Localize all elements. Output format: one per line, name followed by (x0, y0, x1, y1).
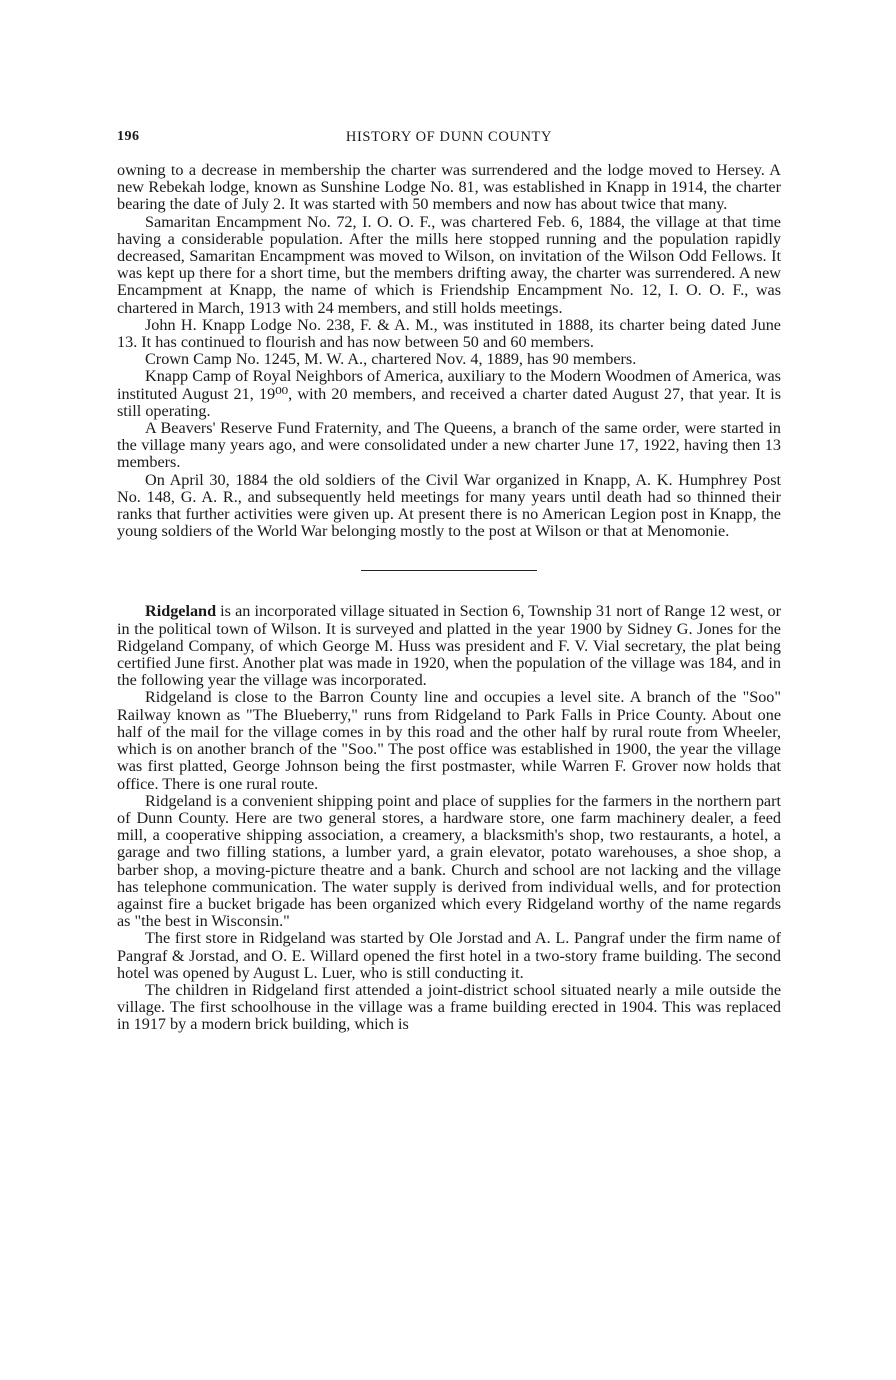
paragraph: A Beavers' Reserve Fund Fraternity, and The Queens, a branch of the same order, were started in the village many years ago, and were consolidated under a new charter June 17, 1922, having then 13 members. (117, 419, 781, 472)
running-head (117, 126, 781, 150)
paragraph: Samaritan Encampment No. 72, I. O. O. F., was chartered Feb. 6, 1884, the village at that time having a considerable population. After the mills here stopped running and the population rapidly decreased, Samaritan Encampment was moved to Wilson, on invitation of the Wilson Odd Fellows. It was kept up there for a short time, but the members drifting away, the charter was surrendered. A new Encampment at Knapp, the name of which is Friendship Encampment No. 12, I. O. O. F., was chartered in March, 1913 with 24 members, and still holds meetings. (117, 212, 781, 317)
paragraph: John H. Knapp Lodge No. 238, F. & A. M., was instituted in 1888, its charter being dated June 13. It has continued to flourish and has now between 50 and 60 members. (117, 315, 781, 352)
page-title: HISTORY OF DUNN COUNTY (345, 129, 553, 145)
paragraph: Ridgeland is close to the Barron County line and occupies a level site. A branch of the "Soo" Railway known as "The Blueberry," runs from Ridgeland to Park Falls in Price County. About one half of the mail for the village comes in by this road and the other half by rural route from Wheeler, which is on another branch of the "Soo." The post office was established in 1900, the year the village was first platted, George Johnson being the first postmaster, while Warren F. Grover now holds that office. There is one rural route. (117, 688, 781, 793)
paragraph-text: is an incorporated village situated in Section 6, Township 31 nort of Range 12 west, or in the political town of Wilson. It is surveyed and platted in the year 1900 by Sidney G. Jones for the Ridgeland Company, of which George M. Huss was president and F. V. Vial secretary, the plat being certified June first. Another plat was made in 1920, when the population of the village was 184, and in the following year the village was incorporated. (117, 602, 781, 690)
paragraph: On April 30, 1884 the old soldiers of the Civil War organized in Knapp, A. K. Humphrey Post No. 148, G. A. R., and subsequently held meetings for many years until death had so thinned their ranks that further activities were given up. At present there is no American Legion post in Knapp, the young soldiers of the World War belonging mostly to the post at Wilson or that at Menomonie. (117, 470, 781, 541)
paragraph: Crown Camp No. 1245, M. W. A., chartered Nov. 4, 1889, has 90 members. (145, 350, 637, 369)
paragraph: Knapp Camp of Royal Neighbors of America, auxiliary to the Modern Woodmen of America, was instituted August 21, 19⁰⁰, with 20 members, and received a charter dated August 27, that year. It is still operating. (117, 367, 781, 420)
paragraph: Ridgeland is a convenient shipping point and place of supplies for the farmers in the northern part of Dunn County. Here are two general stores, a hardware store, one farm machinery dealer, a feed mill, a cooperative shipping association, a creamery, a blacksmith's shop, two restaurants, a hotel, a garage and two filling stations, a lumber yard, a grain elevator, potato warehouses, a shoe shop, a barber shop, a moving-picture theatre and a bank. Church and school are not lacking and the village has telephone communication. The water supply is derived from individual wells, and for protection against fire a bucket brigade has been organized which every Ridgeland worthy of the name regards as "the best in Wisconsin." (117, 791, 781, 931)
paragraph: The first store in Ridgeland was started by Ole Jorstad and A. L. Pangraf under the firm name of Pangraf & Jorstad, and O. E. Willard opened the first hotel in a two-story frame building. The second hotel was opened by August L. Luer, who is still conducting it. (117, 929, 781, 982)
lodges-section (117, 162, 781, 540)
section-lead-word: Ridgeland (145, 602, 217, 621)
paragraph: owning to a decrease in membership the charter was surrendered and the lodge moved to Hersey. A new Rebekah lodge, known as Sunshine Lodge No. 81, was established in Knapp in 1914, the charter bearing the date of July 2. It was started with 50 members and now has about twice that many. (117, 161, 781, 214)
page-number: 196 (117, 129, 140, 144)
section-divider (361, 570, 537, 571)
paragraph: The children in Ridgeland first attended a joint-district school situated nearly a mile outside the village. The first schoolhouse in the village was a frame building erected in 1904. This was replaced in 1917 by a modern brick building, which is (117, 980, 781, 1034)
book-page (117, 126, 781, 1034)
ridgeland-section (117, 603, 781, 1033)
paragraph (117, 603, 781, 689)
